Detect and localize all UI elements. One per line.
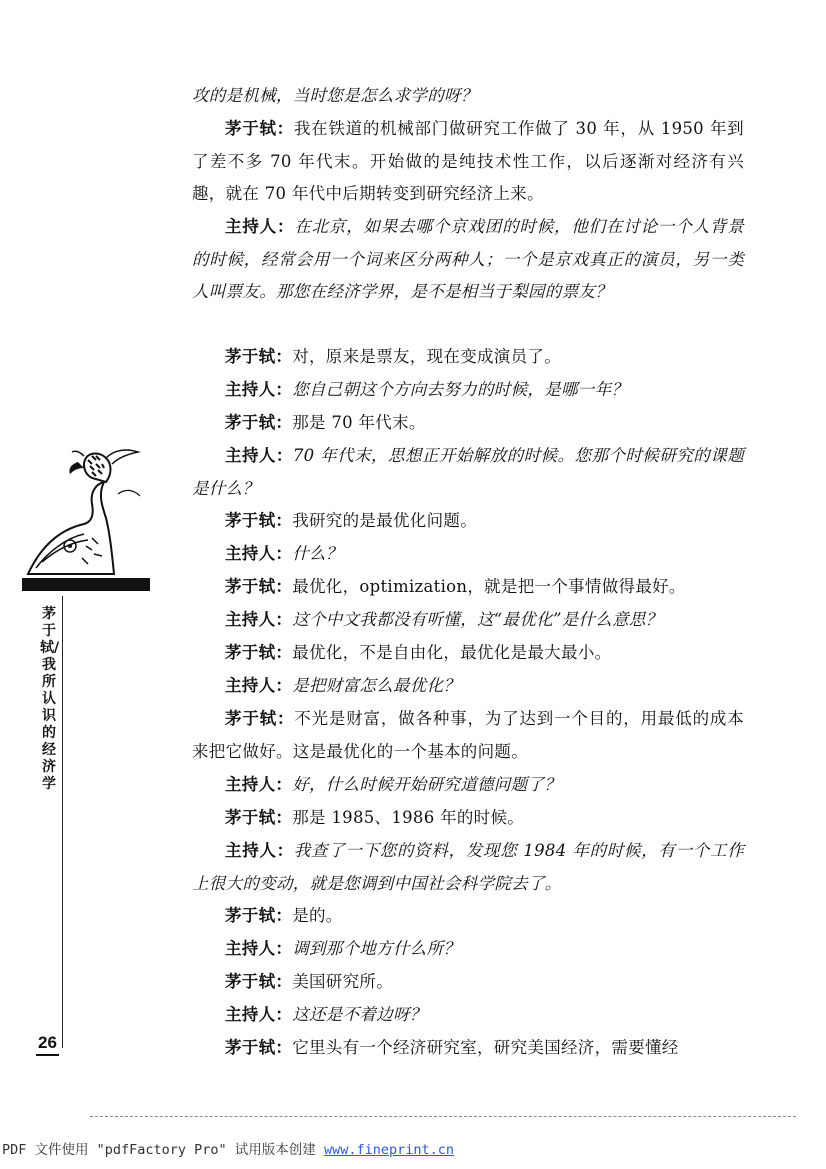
speaker-label: 茅于轼：	[225, 413, 293, 432]
speaker-label: 茅于轼：	[225, 577, 293, 596]
speaker-label: 茅于轼：	[225, 1038, 293, 1057]
dialogue-paragraph	[192, 835, 744, 900]
dialogue-paragraph	[192, 407, 744, 440]
dialogue-paragraph	[192, 900, 744, 933]
pdf-footer	[2, 1138, 454, 1158]
ornament-rule	[22, 578, 150, 591]
speaker-label: 主持人：	[225, 610, 293, 629]
dialogue-paragraph	[192, 440, 744, 505]
speaker-label: 茅于轼：	[225, 119, 294, 138]
dialogue-paragraph	[192, 802, 744, 835]
dialogue-paragraph	[192, 113, 744, 211]
speaker-label: 主持人：	[225, 939, 293, 958]
speaker-label: 主持人：	[225, 1005, 293, 1024]
speaker-label: 主持人：	[225, 676, 293, 695]
speaker-label: 主持人：	[225, 775, 293, 794]
dialogue-paragraph	[192, 1032, 744, 1065]
speaker-label: 主持人：	[225, 446, 293, 465]
speech-text: 它里头有一个经济研究室，研究美国经济，需要懂经	[292, 1038, 679, 1057]
dialogue-paragraph	[192, 670, 744, 703]
speech-text: 我在铁道的机械部门做研究工作做了 30 年，从 1950 年到了差不多 70 年代末。开始做的是纯技术性工作，以后逐渐对经济有兴趣，就在 70 年代中后期转变到研究经济上来。	[192, 119, 744, 204]
speaker-label: 茅于轼：	[225, 643, 293, 662]
speech-text: 是的。	[292, 906, 343, 925]
dialogue-paragraph	[192, 769, 744, 802]
footer-link[interactable]: www.fineprint.cn	[323, 1142, 454, 1158]
dialogue-paragraph	[192, 637, 744, 670]
speech-text: 这还是不着边呀？	[292, 1005, 427, 1024]
speaker-label: 主持人：	[225, 544, 293, 563]
speaker-label: 茅于轼：	[225, 511, 293, 530]
dialogue-paragraph	[192, 211, 744, 309]
dialogue-paragraph	[192, 933, 744, 966]
dialogue-paragraph	[192, 999, 744, 1032]
dialogue-paragraph	[192, 341, 744, 374]
margin-rule	[62, 596, 63, 1048]
speech-text: 对，原来是票友，现在变成演员了。	[292, 347, 562, 366]
dialogue-paragraph	[192, 505, 744, 538]
speech-text: 那是 1985、1986 年的时候。	[292, 808, 525, 827]
speech-text: 最优化，不是自由化，最优化是最大最小。	[292, 643, 612, 662]
speech-text: 70 年代末，思想正开始解放的时候。您那个时候研究的课题是什么？	[192, 446, 744, 498]
dialogue-paragraph	[192, 571, 744, 604]
dialogue-paragraph	[192, 966, 744, 999]
speaker-label: 主持人：	[225, 841, 294, 860]
footer-divider	[90, 1116, 796, 1117]
speaker-label: 茅于轼：	[225, 808, 293, 827]
speaker-label: 茅于轼：	[225, 709, 295, 728]
speech-text: 调到那个地方什么所？	[292, 939, 461, 958]
speech-text: 那是 70 年代末。	[292, 413, 426, 432]
running-title: 茅于轼/我所认识的经济学	[40, 606, 60, 792]
speaker-label: 主持人：	[225, 380, 293, 399]
dialogue-paragraph	[192, 80, 744, 113]
dialogue-paragraph	[192, 374, 744, 407]
dialogue-paragraph	[192, 538, 744, 571]
speech-text: 最优化，optimization，就是把一个事情做得最好。	[292, 577, 686, 596]
speech-text: 是把财富怎么最优化？	[292, 676, 461, 695]
speech-text: 好，什么时候开始研究道德问题了？	[292, 775, 562, 794]
speech-text: 不光是财富，做各种事，为了达到一个目的，用最低的成本来把它做好。这是最优化的一个基本的问题。	[192, 709, 744, 761]
speech-text: 什么？	[292, 544, 343, 563]
bird-ornament-icon	[22, 434, 152, 594]
footer-text: PDF 文件使用 "pdfFactory Pro" 试用版本创建	[2, 1142, 324, 1158]
speech-text: 美国研究所。	[292, 972, 394, 991]
speech-text: 您自己朝这个方向去努力的时候，是哪一年？	[292, 380, 629, 399]
speech-text: 我查了一下您的资料，发现您 1984 年的时候，有一个工作上很大的变动，就是您调到中国社会科学院去了。	[192, 841, 744, 893]
speech-text: 攻的是机械，当时您是怎么求学的呀？	[192, 86, 478, 105]
speech-text: 在北京，如果去哪个京戏团的时候，他们在讨论一个人背景的时候，经常会用一个词来区分两种人；一个是京戏真正的演员，另一类人叫票友。那您在经济学界，是不是相当于梨园的票友？	[192, 217, 744, 302]
speaker-label: 茅于轼：	[225, 972, 293, 991]
speech-text: 我研究的是最优化问题。	[292, 511, 478, 530]
speaker-label: 主持人：	[225, 217, 295, 236]
speaker-label: 茅于轼：	[225, 347, 293, 366]
page-number: 26	[36, 1033, 59, 1056]
dialogue-paragraph	[192, 604, 744, 637]
speaker-label: 茅于轼：	[225, 906, 293, 925]
speech-text: 这个中文我都没有听懂，这“最优化”是什么意思？	[292, 610, 663, 629]
dialogue-paragraph	[192, 703, 744, 768]
